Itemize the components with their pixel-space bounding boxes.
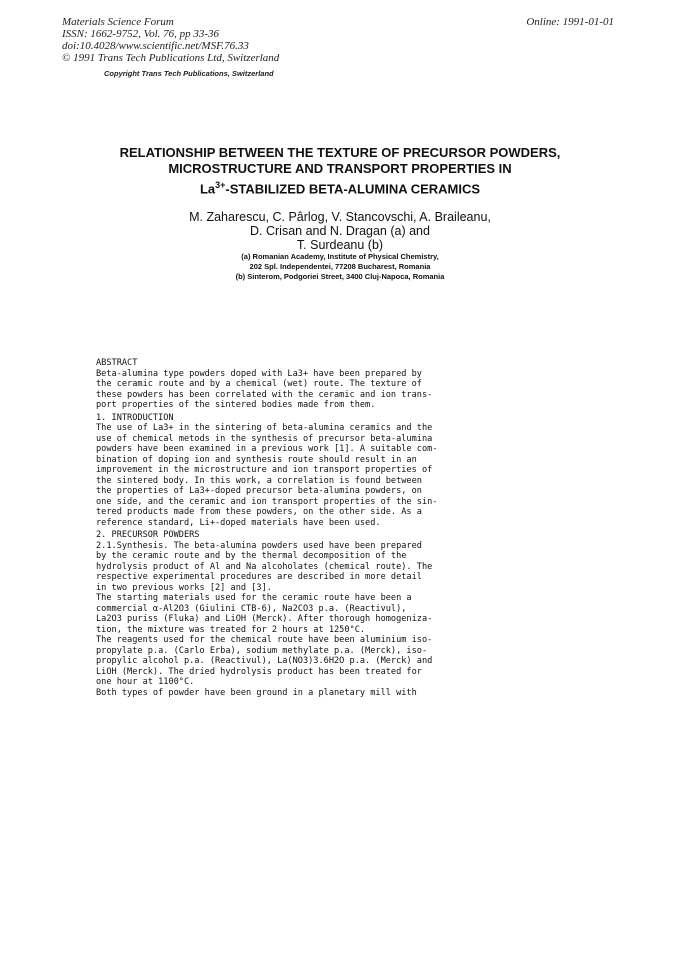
text-line: bination of doping ion and synthesis route should result in an — [96, 454, 417, 465]
text-line: propylic alcohol p.a. (Reactivul), La(NO3)3.6H2O p.a. (Merck) and — [96, 656, 433, 666]
text-line: powders have been examined in a previous work [1]. A suitable com- — [96, 444, 438, 454]
text-line: tion, the mixture was treated for 2 hours at 1250°C. — [96, 624, 366, 635]
affiliations — [60, 252, 620, 282]
precursor-heading: 2. PRECURSOR POWDERS — [96, 530, 200, 540]
text-line: LiOH (Merck). The dried hydrolysis product has been treated for — [96, 666, 422, 677]
copyright-notice: Copyright Trans Tech Publications, Switzerland — [104, 69, 274, 78]
text-line: The use of La3+ in the sintering of beta-alumina ceramics and the — [96, 423, 433, 433]
text-line: commercial α-Al2O3 (Giulini CTB-6), Na2CO3 p.a. (Reactivul), — [96, 603, 407, 614]
title-line-2: MICROSTRUCTURE AND TRANSPORT PROPERTIES IN — [168, 161, 512, 176]
journal-header — [62, 16, 279, 64]
author-list — [60, 210, 620, 252]
text-line: in two previous works [2] and [3]. — [96, 582, 272, 593]
text-line: hydrolysis product of Al and Na alcoholates (chemical route). The — [96, 561, 433, 572]
precursor-text — [96, 541, 541, 699]
text-line: one side, and the ceramic and ion transport properties of the sin- — [96, 496, 438, 507]
text-line: the ceramic route and by a chemical (wet) route. The texture of — [96, 379, 422, 389]
abstract-heading: ABSTRACT — [96, 358, 138, 368]
text-line: improvement in the microstructure and ion transport properties of — [96, 465, 433, 475]
text-line: propylate p.a. (Carlo Erba), sodium methylate p.a. (Merck), iso- — [96, 645, 428, 656]
authors-line-3: T. Surdeanu (b) — [296, 238, 384, 252]
title-line-1: RELATIONSHIP BETWEEN THE TEXTURE OF PRECURSOR POWDERS, — [119, 145, 561, 160]
text-line: these powders has been correlated with the ceramic and ion trans- — [96, 389, 433, 400]
issn: ISSN: 1662-9752, Vol. 76, pp 33-36 — [62, 28, 220, 40]
paper-title — [60, 145, 620, 197]
text-line: tered products made from these powders, on the other side. As a — [96, 507, 422, 517]
text-line: reference standard, Li+-doped materials have been used. — [96, 517, 381, 528]
text-line: 2.1.Synthesis. The beta-alumina powders used have been prepared — [96, 540, 422, 551]
text-line: The reagents used for the chemical route have been aluminium iso- — [96, 635, 433, 645]
text-line: La2O3 puriss (Fluka) and LiOH (Merck). After thorough homogeniza- — [96, 614, 433, 624]
authors-line-1: M. Zaharescu, C. Pârlog, V. Stancovschi, A. Braileanu, — [189, 210, 491, 224]
authors-line-2: D. Crisan and N. Dragan (a) and — [250, 224, 430, 238]
publisher-copyright: © 1991 Trans Tech Publications Ltd, Switzerland — [62, 52, 280, 64]
introduction-heading: 1. INTRODUCTION — [96, 412, 174, 423]
abstract-text — [96, 369, 541, 411]
journal-name: Materials Science Forum — [62, 16, 174, 28]
text-line: the properties of La3+-doped precursor beta-alumina powders, on — [96, 486, 422, 496]
affiliation-line-3: (b) Sinterom, Podgoriei Street, 3400 Cluj-Napoca, Romania — [235, 272, 445, 281]
text-line: Both types of powder have been ground in a planetary mill with — [96, 687, 417, 698]
title-line-3: $La^{3+}$-STABILIZED BETA-ALUMINA CERAMICS — [199, 180, 481, 197]
text-line: port properties of the sintered bodies made from them. — [96, 400, 376, 410]
text-line: Beta-alumina type powders doped with La3+ have been prepared by — [96, 368, 422, 379]
text-line: the sintered body. In this work, a correlation is found between — [96, 475, 422, 486]
doi: doi:10.4028/www.scientific.net/MSF.76.33 — [62, 40, 249, 52]
affiliation-line-1: (a) Romanian Academy, Institute of Physical Chemistry, — [241, 252, 439, 261]
affiliation-line-2: 202 Spl. Independentei, 77208 Bucharest, Romania — [249, 262, 431, 271]
text-line: The starting materials used for the ceramic route have been a — [96, 593, 412, 603]
text-line: use of chemical metods in the synthesis of precursor beta-alumina — [96, 433, 433, 444]
text-line: by the ceramic route and by the thermal decomposition of the — [96, 551, 407, 561]
introduction-text — [96, 423, 541, 528]
paper-body — [96, 358, 541, 698]
text-line: one hour at 1100°C. — [96, 677, 195, 687]
online-date: Online: 1991-01-01 — [526, 16, 614, 28]
text-line: respective experimental procedures are described in more detail — [96, 572, 422, 582]
